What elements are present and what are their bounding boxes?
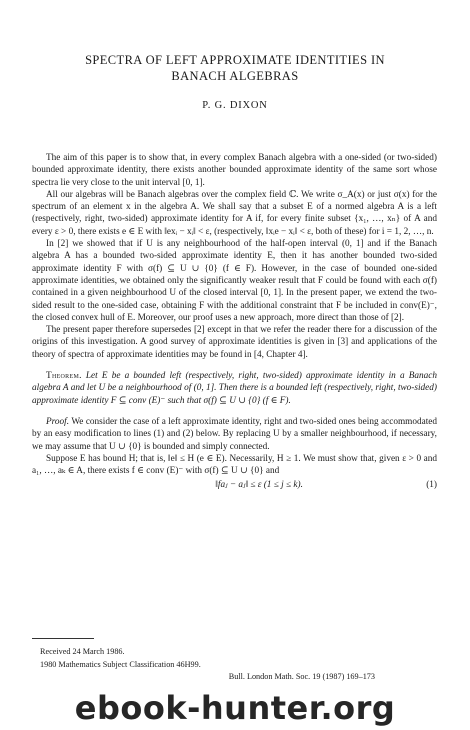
theorem xyxy=(32,370,437,407)
watermark: ebook-hunter.org xyxy=(74,689,396,727)
theorem-label: Theorem. xyxy=(46,371,82,382)
footnote-rule xyxy=(32,638,94,639)
paragraph-definitions: All our algebras will be Banach algebras over the complex field ℂ. We write σ_A(x) or just σ(x) for the spectrum of an element x in the algebra A. We shall say that a subset E of a normed algebra A is a left (respectively, right, two-sided) approximate identity for A if, for every finite subset {x₁, …, xₙ} of A and every ε > 0, there exists e ∈ E with ‖exᵢ − xᵢ‖ < ε, (respectively, ‖xᵢe − xᵢ‖ < ε, both of these) for i = 1, 2, …, n. xyxy=(32,189,437,237)
received-date: Received 24 March 1986. xyxy=(40,647,125,656)
paragraph-supersedes: The present paper therefore supersedes [2] except in that we refer the reader there for a discussion of the origins of this investigation. A good survey of approximate identities is given in [3] and applications of the theory of spectra of approximate identities may be found in [4, Chapter 4]. xyxy=(32,325,437,360)
msc-classification: 1980 Mathematics Subject Classification 46H99. xyxy=(40,659,201,669)
paper-body xyxy=(32,152,437,492)
title-line-2: BANACH ALGEBRAS xyxy=(171,69,299,83)
equation-body: ‖faⱼ − aⱼ‖ ≤ ε (1 ≤ j ≤ k). xyxy=(215,480,303,491)
equation-number: (1) xyxy=(426,480,437,491)
proof-text: We consider the case of a left approximate identity, right and two-sided ones being accommodated by an easy modification to lines (1) and (2) below. By replacing U by a smaller neighbourhood, if necessary, we may assume that U ∪ {0} is bounded and simply connected. xyxy=(32,416,437,452)
paragraph-previous-results: In [2] we showed that if U is any neighbourhood of the half-open interval (0, 1] and if the Banach algebra A has a bounded two-sided approximate identity E, then it has another bounded two-sided approximate identity F with σ(f) ⊆ U ∪ {0} (f ∈ F). However, in the case of bounded one-sided approximate identities, we obtained only the significantly weaker result that F could be found with each σ(f) contained in a given neighbourhood U of the closed interval [0, 1]. In the present paper, we extend the two-sided result to the one-sided case, obtaining F with the additional constraint that F be included in conv(E)⁻, the closed convex hull of E. Moreover, our proof uses a new approach, more direct than those of [2]. xyxy=(32,239,437,323)
proof xyxy=(32,416,437,453)
paragraph-intro: The aim of this paper is to show that, in every complex Banach algebra with a one-sided (or two-sided) bounded approximate identity, there exists another bounded approximate identity of the same sort whose spectra lie very close to the unit interval [0, 1]. xyxy=(32,153,437,188)
author-name: P. G. DIXON xyxy=(202,100,268,111)
theorem-text: Let E be a bounded left (respectively, right, two-sided) approximate identity in a Banach algebra A and let U be a neighbourhood of (0, 1]. Then there is a bounded left (respectively, right, two-sided) approximate identity F ⊆ conv (E)⁻ such that σ(f) ⊆ U ∪ {0} (f ∈ F). xyxy=(32,371,437,406)
equation-1 xyxy=(32,479,437,491)
journal-citation: Bull. London Math. Soc. 19 (1987) 169–173 xyxy=(228,672,375,681)
footnotes xyxy=(32,646,437,684)
title-line-1: SPECTRA OF LEFT APPROXIMATE IDENTITIES IN xyxy=(85,53,385,67)
proof-label: Proof. xyxy=(46,416,70,427)
paper-title xyxy=(40,52,430,84)
paragraph-suppose: Suppose E has bound H; that is, ‖e‖ ≤ H (e ∈ E). Necessarily, H ≥ 1. We must show that, given ε > 0 and a₁, …, aₖ ∈ A, there exists f ∈ conv (E)⁻ with σ(f) ⊆ U ∪ {0} and xyxy=(32,453,437,477)
